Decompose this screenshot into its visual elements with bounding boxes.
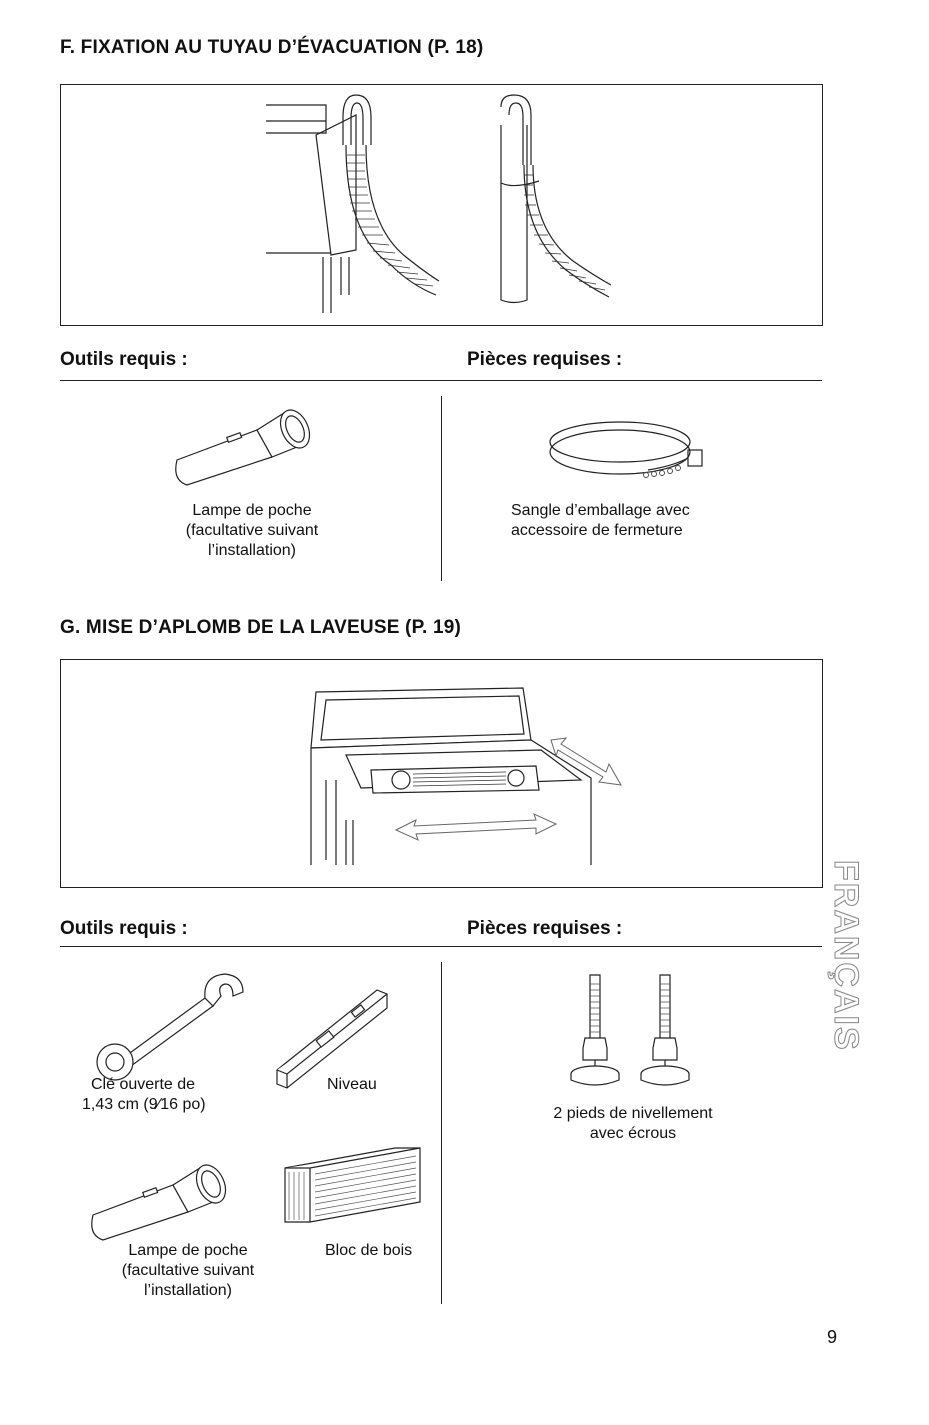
- section-g-column-divider: [441, 962, 442, 1304]
- laundry-tub-hose-illustration: [61, 85, 824, 327]
- level-caption: Niveau: [327, 1076, 377, 1093]
- washer-illustration: [61, 660, 824, 889]
- caption-line: Lampe de poche: [128, 1242, 248, 1259]
- strap-clamp-icon: [548, 418, 718, 488]
- section-f-part-caption: [511, 501, 771, 541]
- caption-line: Clé ouverte de: [91, 1076, 196, 1093]
- leveling-feet-icon: [565, 970, 705, 1085]
- wrench-icon: [85, 970, 245, 1070]
- caption-line: accessoire de fermeture: [511, 522, 683, 539]
- wood-block-icon: [280, 1140, 430, 1225]
- caption-line: Lampe de poche: [192, 502, 312, 519]
- caption-line: 1,43 cm (9⁄16 po): [82, 1096, 206, 1113]
- section-g-parts-heading: Pièces requises :: [467, 918, 623, 939]
- section-f-title: F. FIXATION AU TUYAU D’ÉVACUATION (P. 18): [60, 37, 484, 58]
- section-f-divider: [60, 380, 822, 381]
- section-f-parts-heading: Pièces requises :: [467, 349, 623, 370]
- caption-line: avec écrous: [589, 1125, 677, 1142]
- leveling-feet-caption: [518, 1104, 748, 1144]
- caption-line: Sangle d’emballage avec: [511, 502, 690, 519]
- caption-line: (facultative suivant: [121, 1262, 255, 1279]
- section-g-divider: [60, 946, 822, 947]
- drain-hose-illustration-frame: [60, 84, 823, 326]
- washer-leveling-illustration-frame: [60, 659, 823, 888]
- caption-line: l’installation): [207, 542, 297, 559]
- section-g-flashlight-caption: [88, 1241, 288, 1301]
- section-f-column-divider: [441, 396, 442, 581]
- wrench-caption: [82, 1075, 262, 1115]
- page-number: 9: [827, 1327, 838, 1347]
- section-g-title: G. MISE D’APLOMB DE LA LAVEUSE (P. 19): [60, 617, 462, 638]
- section-g-tools-heading: Outils requis :: [60, 918, 188, 939]
- level-icon: [272, 980, 402, 1090]
- caption-line: (facultative suivant: [185, 522, 319, 539]
- flashlight-icon: [88, 1160, 238, 1240]
- caption-line: l’installation): [143, 1282, 233, 1299]
- language-side-tab: FRANÇAIS: [827, 860, 865, 1052]
- caption-line: 2 pieds de nivellement: [553, 1105, 713, 1122]
- section-f-tool-caption: [142, 501, 362, 561]
- section-f-tools-heading: Outils requis :: [60, 349, 188, 370]
- flashlight-icon: [172, 405, 322, 485]
- wood-block-caption: Bloc de bois: [325, 1242, 413, 1259]
